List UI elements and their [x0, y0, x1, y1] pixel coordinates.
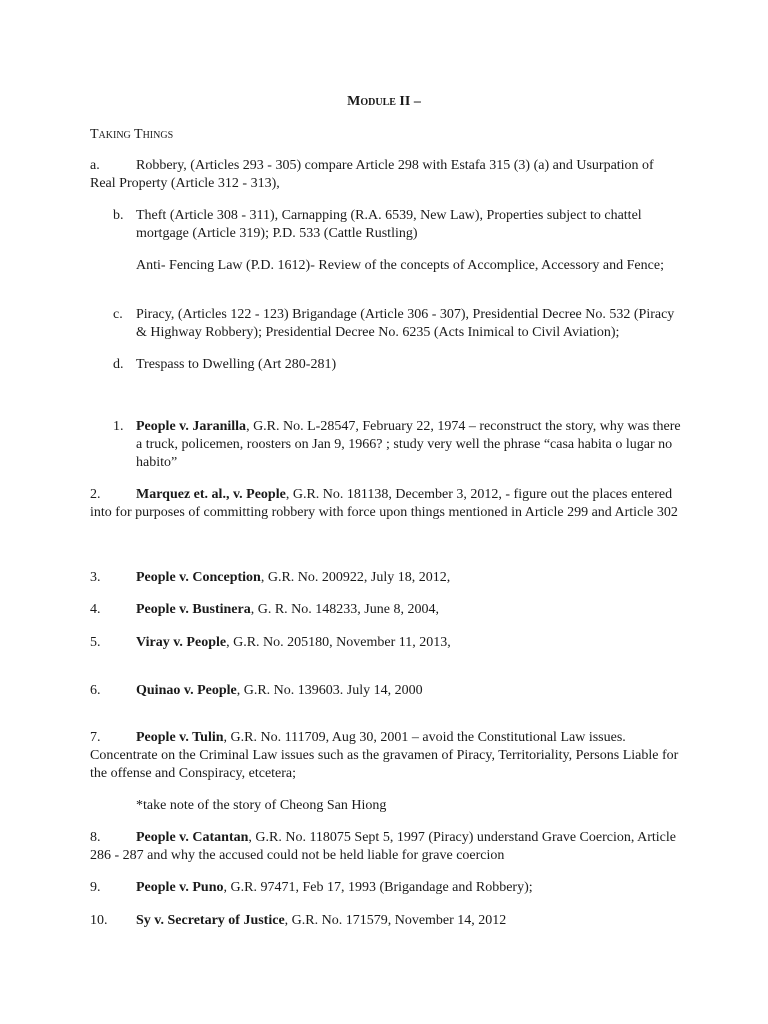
case-name: Viray v. People: [136, 635, 227, 650]
case-number: 6.: [90, 683, 101, 698]
case-number: 4.: [90, 602, 101, 617]
item-a-text: Robbery, (Articles 293 - 305) compare Article 298 with Estafa 315 (3) (a) and Usurpation of Real Property (Article 312 - 313),: [90, 158, 654, 191]
case-name: Marquez et. al., v. People: [136, 487, 286, 502]
case-number: 2.: [90, 487, 101, 502]
item-a-label: a.: [90, 158, 100, 173]
case-item: [90, 829, 682, 865]
item-b-label: b.: [113, 208, 124, 223]
case-item: [90, 486, 682, 522]
case-number: 5.: [90, 635, 101, 650]
case-details: , G.R. No. 205180, November 11, 2013,: [226, 635, 451, 650]
case-item: [90, 601, 682, 619]
item-c-text: Piracy, (Articles 122 - 123) Brigandage (Article 306 - 307), Presidential Decree No. 532 (Piracy & Highway Robbery); Presidential Decree No. 6235 (Acts Inimical to Civil Aviation);: [136, 307, 675, 340]
case-item: [90, 729, 682, 783]
case-item: [90, 682, 682, 700]
case-details: , G.R. No. 200922, July 18, 2012,: [260, 570, 451, 585]
case-details: , G.R. No. 181138, December 3, 2012, - figure out the places entered into for purposes of committing robbery with force upon things mentioned in Article 299 and Article 302: [90, 487, 678, 520]
case-details: , G.R. No. 171579, November 14, 2012: [284, 913, 507, 928]
case-details: , G. R. No. 148233, June 8, 2004,: [250, 602, 439, 617]
case-details: , G.R. No. L-28547, February 22, 1974 – reconstruct the story, why was there a truck, policemen, roosters on Jan 9, 1966? ; study very well the phrase “casa habita o lugar no habito”: [136, 419, 681, 470]
case-item: [90, 879, 682, 897]
case-number: 1.: [113, 419, 124, 434]
case-name: People v. Bustinera: [136, 602, 251, 617]
case-number: 10.: [90, 913, 108, 928]
item-b-text: Theft (Article 308 - 311), Carnapping (R.A. 6539, New Law), Properties subject to chattel mortgage (Article 319); P.D. 533 (Cattle Rustling): [136, 208, 642, 241]
item-d: [113, 356, 683, 374]
case-details: , G.R. No. 118075 Sept 5, 1997 (Piracy) understand Grave Coercion, Article 286 - 287 and why the accused could not be held liable for grave coercion: [90, 830, 676, 863]
case-number: 9.: [90, 880, 101, 895]
case-item: [90, 569, 682, 587]
case-name: People v. Tulin: [136, 730, 224, 745]
item-d-text: Trespass to Dwelling (Art 280-281): [136, 357, 337, 372]
anti-fencing-note: Anti- Fencing Law (P.D. 1612)- Review of the concepts of Accomplice, Accessory and Fence;: [136, 258, 664, 273]
case-name: Sy v. Secretary of Justice: [136, 913, 285, 928]
case-details: , G.R. No. 139603. July 14, 2000: [236, 683, 423, 698]
case-details: , G.R. 97471, Feb 17, 1993 (Brigandage and Robbery);: [223, 880, 533, 895]
case-number: 8.: [90, 830, 101, 845]
case-name: People v. Catantan: [136, 830, 249, 845]
tulin-note: *take note of the story of Cheong San Hiong: [136, 798, 387, 813]
item-c: [113, 306, 683, 342]
case-details: , G.R. No. 111709, Aug 30, 2001 – avoid the Constitutional Law issues. Concentrate on the Criminal Law issues such as the gravamen of Piracy, Territoriality, Persons Liable for the offense and Conspiracy, etcetera;: [90, 730, 679, 781]
case-item: [90, 634, 682, 652]
case-number: 7.: [90, 730, 101, 745]
module-title: Module II –: [347, 94, 421, 109]
section-title: Taking Things: [90, 127, 174, 142]
item-a: [90, 157, 682, 193]
case-name: People v. Conception: [136, 570, 261, 585]
case-item: [113, 418, 683, 472]
case-number: 3.: [90, 570, 101, 585]
case-name: People v. Jaranilla: [136, 419, 247, 434]
item-d-label: d.: [113, 357, 124, 372]
case-name: People v. Puno: [136, 880, 224, 895]
case-name: Quinao v. People: [136, 683, 237, 698]
case-item: [90, 912, 682, 930]
item-c-label: c.: [113, 307, 123, 322]
item-b: [113, 207, 683, 243]
